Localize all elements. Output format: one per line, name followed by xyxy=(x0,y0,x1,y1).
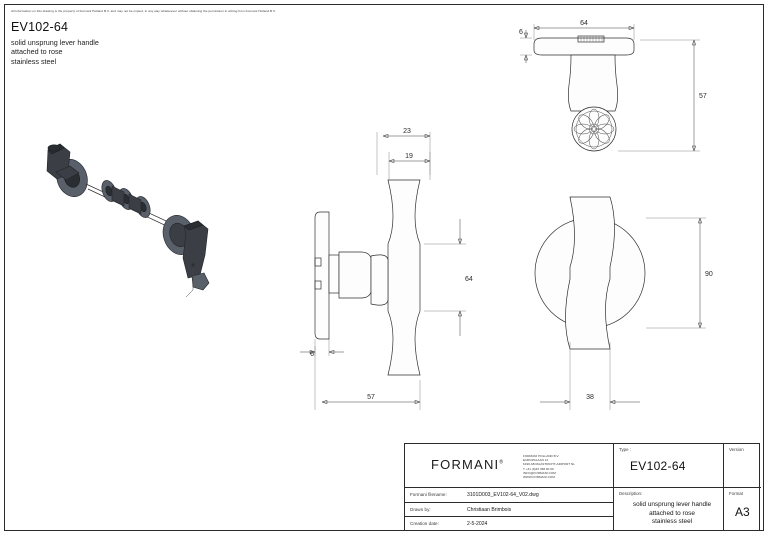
creation-date-value: 2-5-2024 xyxy=(467,521,488,528)
dim-front-diameter: 90 xyxy=(705,271,713,278)
company-address xyxy=(523,454,575,479)
brand-logo xyxy=(431,457,503,472)
title-block xyxy=(404,443,760,531)
type-value: EV102-64 xyxy=(630,459,686,473)
filename-value: 3101D003_EV102-64_V02.dwg xyxy=(467,492,539,498)
dim-front-width: 38 xyxy=(586,394,594,401)
description-value-line-2: attached to rose xyxy=(649,509,695,517)
filename-row xyxy=(405,488,613,503)
company-address-line-2: EUROPALAAN 12 xyxy=(523,458,549,463)
product-description-line-2: attached to rose xyxy=(11,47,63,57)
drawn-by-value: Christiaan Brimbois xyxy=(467,506,512,513)
company-address-line-6: WWW.FORMANI.COM xyxy=(523,475,555,480)
brand-trademark-mark: ® xyxy=(499,459,504,466)
title-block-left-column xyxy=(405,444,614,530)
title-block-middle-column xyxy=(614,444,724,530)
copyright-disclaimer: All information on this drawing is the property of Formani Holland B.V. and may not be copied, in any way whatsoever without obtaining the permission in writing from Formani Holland B.V. xyxy=(11,9,276,13)
company-address-line-1: FORMANI HOLLAND B.V. xyxy=(523,454,560,458)
filename-label: Formani filename: xyxy=(410,492,447,497)
brand-logo-text: FORMANI xyxy=(431,457,500,472)
page-title: EV102-64 xyxy=(11,20,69,34)
format-cell xyxy=(724,488,761,532)
dim-top-height: 57 xyxy=(699,93,707,100)
dim-side-neck: 23 xyxy=(403,128,411,135)
description-label: Description: xyxy=(619,491,643,496)
version-label: Version xyxy=(729,447,744,452)
drawn-by-row xyxy=(405,503,613,518)
format-label: Format xyxy=(729,491,743,496)
brand-cell xyxy=(405,444,613,488)
company-address-line-3: 6199 AB MAASTRICHT-AIRPORT NL xyxy=(523,462,575,467)
company-address-line-4: T +31 (0)43 358 90 00 xyxy=(523,466,554,471)
product-description-line-3: stainless steel xyxy=(11,56,57,66)
format-value: A3 xyxy=(735,505,750,519)
description-cell xyxy=(614,488,723,532)
dim-side-neck-inner: 19 xyxy=(405,153,413,160)
creation-date-row xyxy=(405,517,613,532)
creation-date-label: Creation date: xyxy=(410,521,439,527)
description-value-line-3: stainless steel xyxy=(651,518,693,526)
product-description-line-1: solid unsprung lever handle xyxy=(11,38,99,47)
version-cell xyxy=(724,444,761,488)
dim-side-height: 64 xyxy=(465,276,473,283)
type-cell xyxy=(614,444,723,488)
description-value xyxy=(622,501,722,527)
description-value-line-1: solid unsprung lever handle xyxy=(632,501,712,508)
dim-side-rose-thickness: 6 xyxy=(310,351,314,358)
dim-side-length: 57 xyxy=(367,394,375,401)
dim-top-thickness: 6 xyxy=(519,29,523,36)
type-label: Type : xyxy=(619,447,631,452)
drawn-by-label: Drawn by: xyxy=(410,506,431,512)
dim-top-width: 64 xyxy=(580,20,588,27)
company-address-line-5: INFO@FORMANI.COM xyxy=(523,470,556,475)
title-block-right-column xyxy=(724,444,761,530)
product-description xyxy=(11,38,99,66)
